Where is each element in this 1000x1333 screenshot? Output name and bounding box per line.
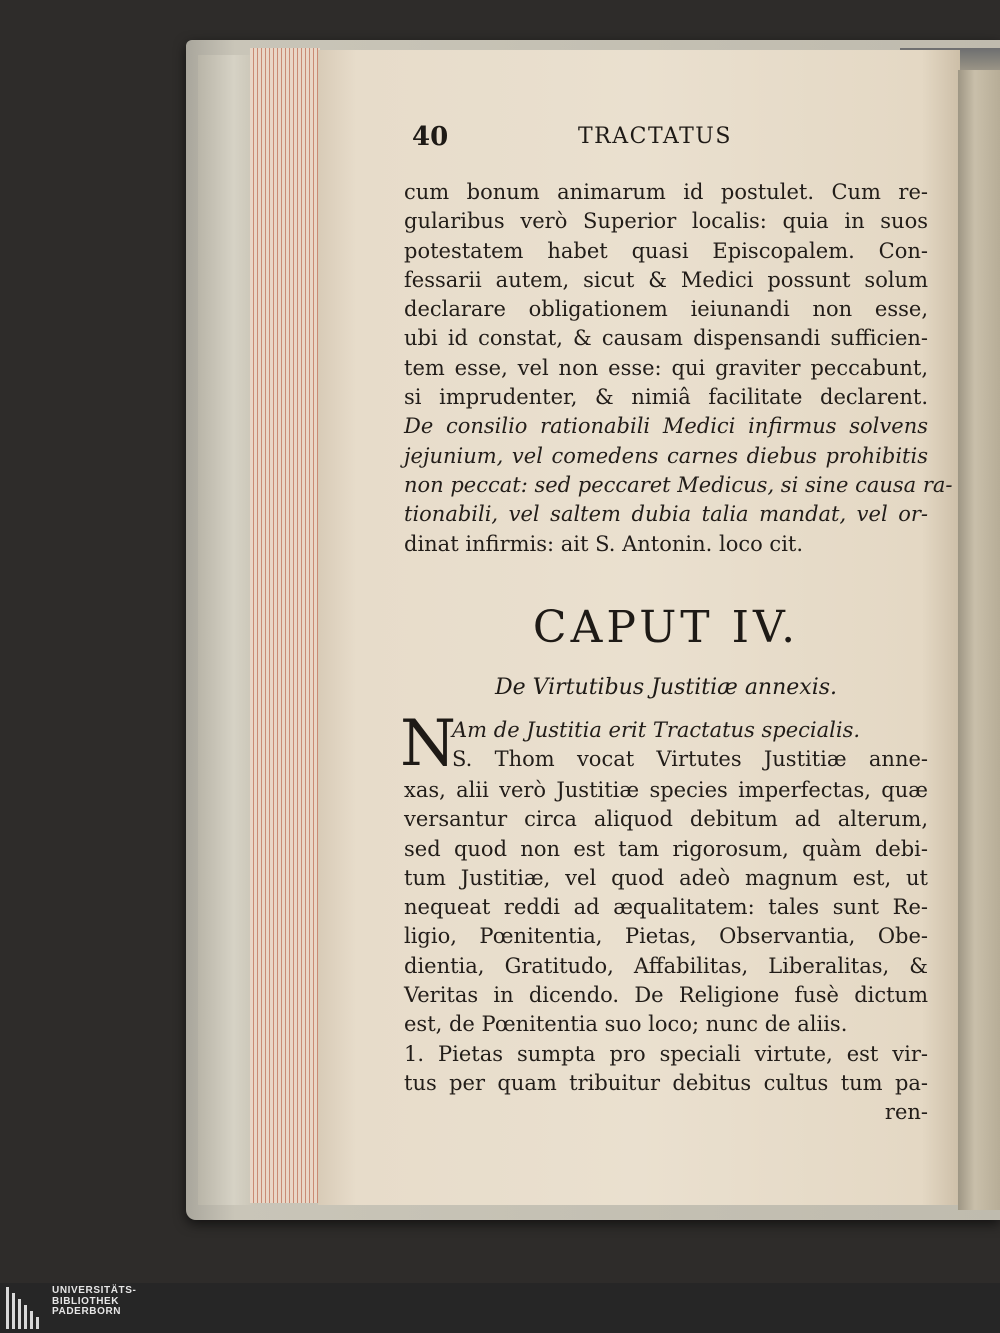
page-number: 40 [412, 122, 449, 152]
text-line: ubi id constat, & causam dispensandi sufficien- [404, 326, 928, 351]
chapter-heading: CAPUT IV. [532, 602, 800, 653]
text-line: fessarii autem, sicut & Medici possunt solum [404, 267, 928, 292]
text-line: jejunium, vel comedens carnes diebus prohibitis [404, 443, 928, 468]
text-line: cum bonum animarum id postulet. Cum re- [404, 180, 928, 204]
page-edges [250, 48, 320, 1203]
library-name [52, 1286, 252, 1318]
text-line: De consilio rationabili Medici infirmus solvens [404, 414, 928, 439]
text-line: Veritas in dicendo. De Religione fusè dictum [404, 983, 928, 1008]
text-line: Am de Justitia erit Tractatus specialis. [452, 718, 861, 742]
text-line: declarare obligationem ieiunandi non esse, [404, 297, 928, 322]
text-line: nequeat reddi ad æqualitatem: tales sunt Re- [404, 895, 928, 920]
text-line: xas, alii verò Justitiæ species imperfectas, quæ [404, 778, 928, 802]
section-text [404, 776, 928, 1128]
library-logo-icon [6, 1287, 46, 1329]
body-text [404, 178, 953, 559]
text-line: ligio, Pœnitentia, Pietas, Observantia, Obe- [404, 924, 928, 949]
text-line: 1. Pietas sumpta pro speciali virtute, est vir- [404, 1041, 928, 1066]
drop-cap: N [400, 707, 456, 781]
chapter-subtitle: De Virtutibus Justitiæ annexis. [494, 675, 838, 700]
text-line: potestatem habet quasi Episcopalem. Con- [404, 238, 928, 263]
text-line: sed quod non est tam rigorosum, quàm debi- [404, 836, 928, 861]
text-line: versantur circa aliquod debitum ad alterum, [404, 807, 928, 832]
cover-edge [198, 55, 258, 1205]
library-line: BIBLIOTHEK [52, 1295, 120, 1307]
catchword: ren- [884, 1100, 928, 1125]
library-line: PADERBORN [52, 1306, 122, 1317]
text-line: dientia, Gratitudo, Affabilitas, Liberalitas, & [404, 953, 928, 978]
text-line: tem esse, vel non esse: qui graviter peccabunt, [404, 355, 928, 380]
running-title: TRACTATUS [578, 124, 732, 149]
section-opening [452, 716, 928, 775]
text-line: tum Justitiæ, vel quod adeò magnum est, ut [404, 865, 928, 890]
text-line: dinat infirmis: ait S. Antonin. loco cit. [404, 531, 804, 556]
text-line: si imprudenter, & nimiâ facilitate declarent. [404, 385, 928, 410]
text-line: gularibus verò Superior localis: quia in suos [404, 209, 928, 234]
text-line: S. Thom vocat Virtutes Justitiæ anne- [452, 747, 928, 772]
text-line: non peccat: sed peccaret Medicus, si sine causa ra- [404, 472, 953, 497]
library-line: UNIVERSITÄTS- [52, 1285, 137, 1296]
running-head [412, 122, 760, 158]
text-line: est, de Pœnitentia suo loco; nunc de aliis. [404, 1012, 848, 1037]
text-line: tionabili, vel saltem dubia talia mandat, vel or- [404, 502, 928, 527]
facing-page-edge [958, 70, 1000, 1210]
text-line: tus per quam tribuitur debitus cultus tum pa- [404, 1070, 928, 1095]
